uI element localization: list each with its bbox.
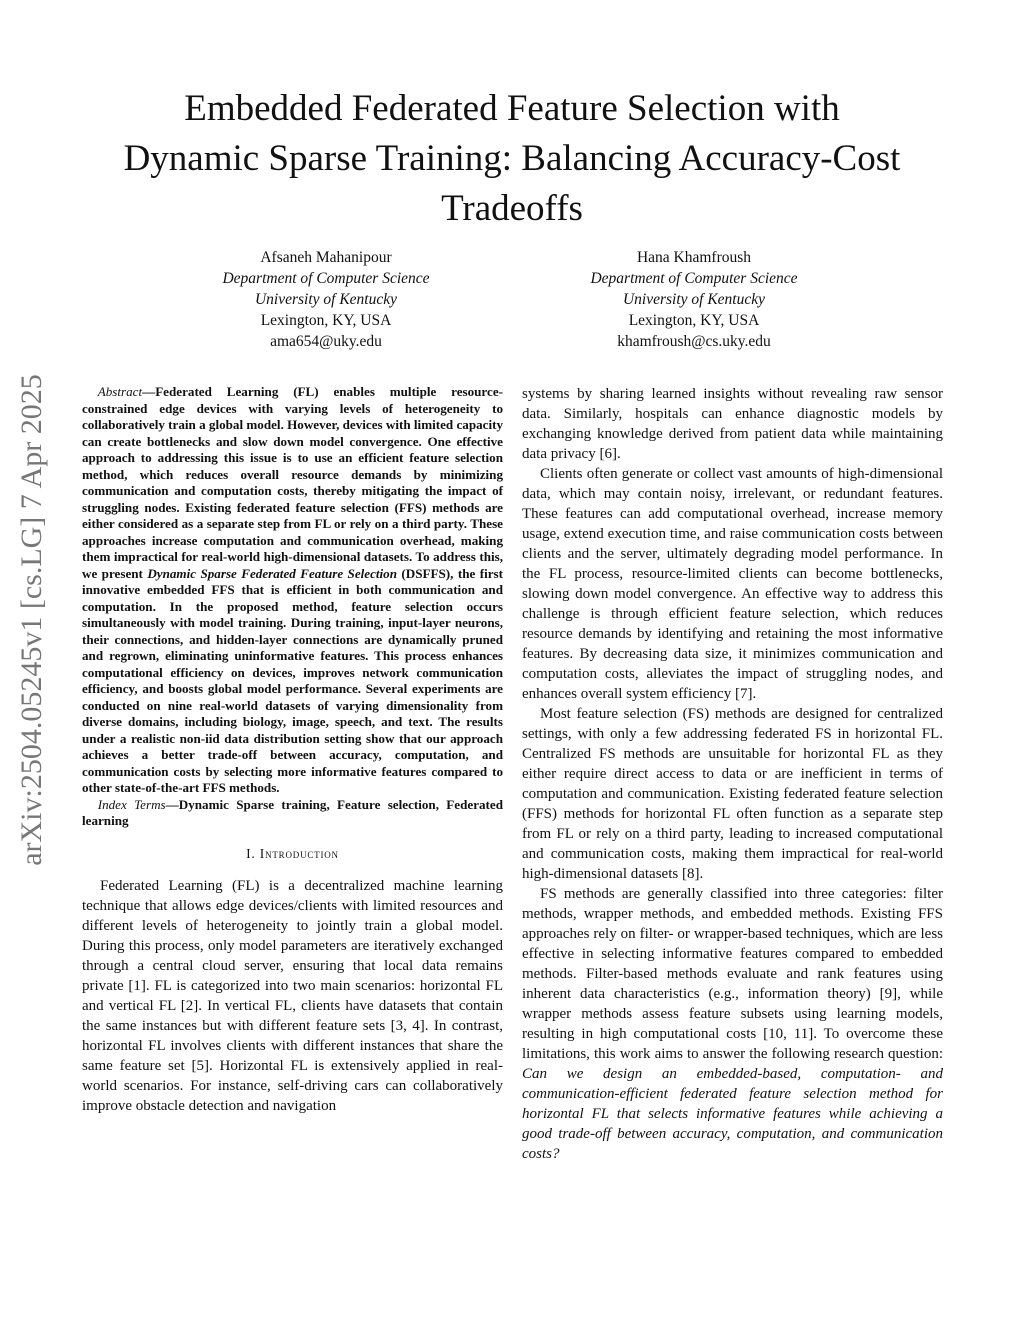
abstract-label: Abstract <box>97 384 143 399</box>
abstract-text: (DSFFS), the first innovative embedded FFS that is efficient in both communication and computation. In the proposed method, feature selection occurs simultaneously with model training. During training, input-layer neurons, their connections, and hidden-layer connections are dynamically pruned and regrown, eliminating uninformative features. This process enhances computational efficiency on devices, improves network communication efficiency, and boosts global model performance. Several experiments are conducted on nine real-world datasets of varying dimensionality from diverse domains, including biology, image, speech, and text. The results under a realistic non-iid data distribution setting show that our approach achieves a better trade-off between accuracy, computation, and communication costs by selecting more informative features compared to other state-of-the-art FFS methods. <box>82 565 503 795</box>
paper-title <box>60 84 964 234</box>
body-paragraph <box>522 884 943 1164</box>
index-terms-text: Dynamic Sparse training, Feature selection, Federated learning <box>82 796 504 828</box>
arxiv-identifier-stamp <box>2 330 62 910</box>
author-block <box>494 247 894 352</box>
arxiv-identifier: arXiv:2504.05245v1 [cs.LG] 7 Apr 2025 <box>15 374 49 866</box>
abstract-text: Federated Learning (FL) enables multiple resource-constrained edge devices with varying levels of heterogeneity to collaboratively train a global model. However, devices with limited capacity can create bottlenecks and slow down model convergence. One effective approach to addressing this issue is to use an efficient feature selection method, which reduces overall resource demands by minimizing communication and computation costs, thereby mitigating the impact of struggling nodes. Existing federated feature selection (FFS) methods are either considered as a separate step from FL or rely on a third party. These approaches increase computation and communication overhead, making them impractical for real-world high-dimensional datasets. To address this, we present <box>82 384 504 581</box>
author-block <box>126 247 526 352</box>
title-line: Embedded Federated Feature Selection with <box>184 88 840 129</box>
author-email: khamfroush@cs.uky.edu <box>617 333 771 350</box>
abstract <box>82 384 503 797</box>
title-line: Dynamic Sparse Training: Balancing Accuracy-Cost <box>123 138 901 179</box>
title-line: Tradeoffs <box>441 188 583 229</box>
author-name: Hana Khamfroush <box>636 249 752 266</box>
author-department: Department of Computer Science <box>222 270 430 287</box>
body-text: FS methods are generally classified into three categories: filter methods, wrapper methods, and embedded methods. Existing FFS approaches rely on filter- or wrapper-based techniques, which are less effective in selecting informative features compared to embedded methods. Filter-based methods evaluate and rank features using inherent data characteristics (e.g., information theory) [9], while wrapper methods assess feature subsets using learning models, resulting in high computational costs [10, 11]. To overcome these limitations, this work aims to answer the following research question: <box>522 886 943 1062</box>
index-terms <box>82 797 503 830</box>
author-email: ama654@uky.edu <box>270 333 382 350</box>
author-location: Lexington, KY, USA <box>628 312 760 329</box>
author-department: Department of Computer Science <box>590 270 798 287</box>
index-terms-dash: — <box>165 796 179 812</box>
research-question: Can we design an embedded-based, computation- and communication-efficient federated feature selection method for horizontal FL that selects informative features while achieving a good trade-off between accuracy, computation, and communication costs? <box>522 1066 943 1162</box>
body-paragraph: Most feature selection (FS) methods are designed for centralized settings, with only a few addressing federated FS in horizontal FL. Centralized FS methods are unsuitable for horizontal FL as they either require direct access to data or are inefficient in terms of computation and communication. Existing federated feature selection (FFS) methods for horizontal FL often function as a separate step from FL or rely on a third party, leading to increased computational and communication costs, making them impractical for real-world high-dimensional datasets [8]. <box>522 706 943 882</box>
index-terms-label: Index Terms <box>97 796 166 812</box>
body-paragraph: systems by sharing learned insights without revealing raw sensor data. Similarly, hospitals can enhance diagnostic models by exchanging knowledge derived from patient data while maintaining data privacy [6]. <box>522 386 943 462</box>
body-paragraph: Clients often generate or collect vast amounts of high-dimensional data, which may contain noisy, irrelevant, or redundant features. These features can add computational overhead, increase memory usage, extend execution time, and raise communication costs between clients and the server, ultimately degrading model performance. In the FL process, resource-limited clients can become bottlenecks, slowing down model convergence. An effective way to address this challenge is through efficient feature selection, which reduces resource demands by identifying and retaining the most informative features. By decreasing data size, it minimizes communication and computation costs, alleviates the impact of struggling nodes, and enhances overall system efficiency [7]. <box>522 466 943 702</box>
body-paragraph: Federated Learning (FL) is a decentralized machine learning technique that allows edge devices/clients with limited resources and different levels of heterogeneity to jointly train a global model. During this process, only model parameters are iteratively exchanged through a central cloud server, ensuring that local data remains private [1]. FL is categorized into two main scenarios: horizontal FL and vertical FL [2]. In vertical FL, clients have datasets that contain the same instances but with different feature sets [3, 4]. In contrast, horizontal FL involves clients with different instances that share the same feature set [5]. Horizontal FL is extensively applied in real-world scenarios. For instance, self-driving cars can collaboratively improve obstacle detection and navigation <box>82 877 503 1114</box>
author-university: University of Kentucky <box>622 291 766 308</box>
author-name: Afsaneh Mahanipour <box>260 249 392 266</box>
abstract-dash: — <box>142 384 156 399</box>
author-university: University of Kentucky <box>254 291 398 308</box>
method-name: Dynamic Sparse Federated Feature Selection <box>147 565 398 581</box>
section-heading: I. Introduction <box>246 845 339 861</box>
left-column <box>82 384 503 1116</box>
right-column <box>522 384 943 1164</box>
author-location: Lexington, KY, USA <box>260 312 392 329</box>
